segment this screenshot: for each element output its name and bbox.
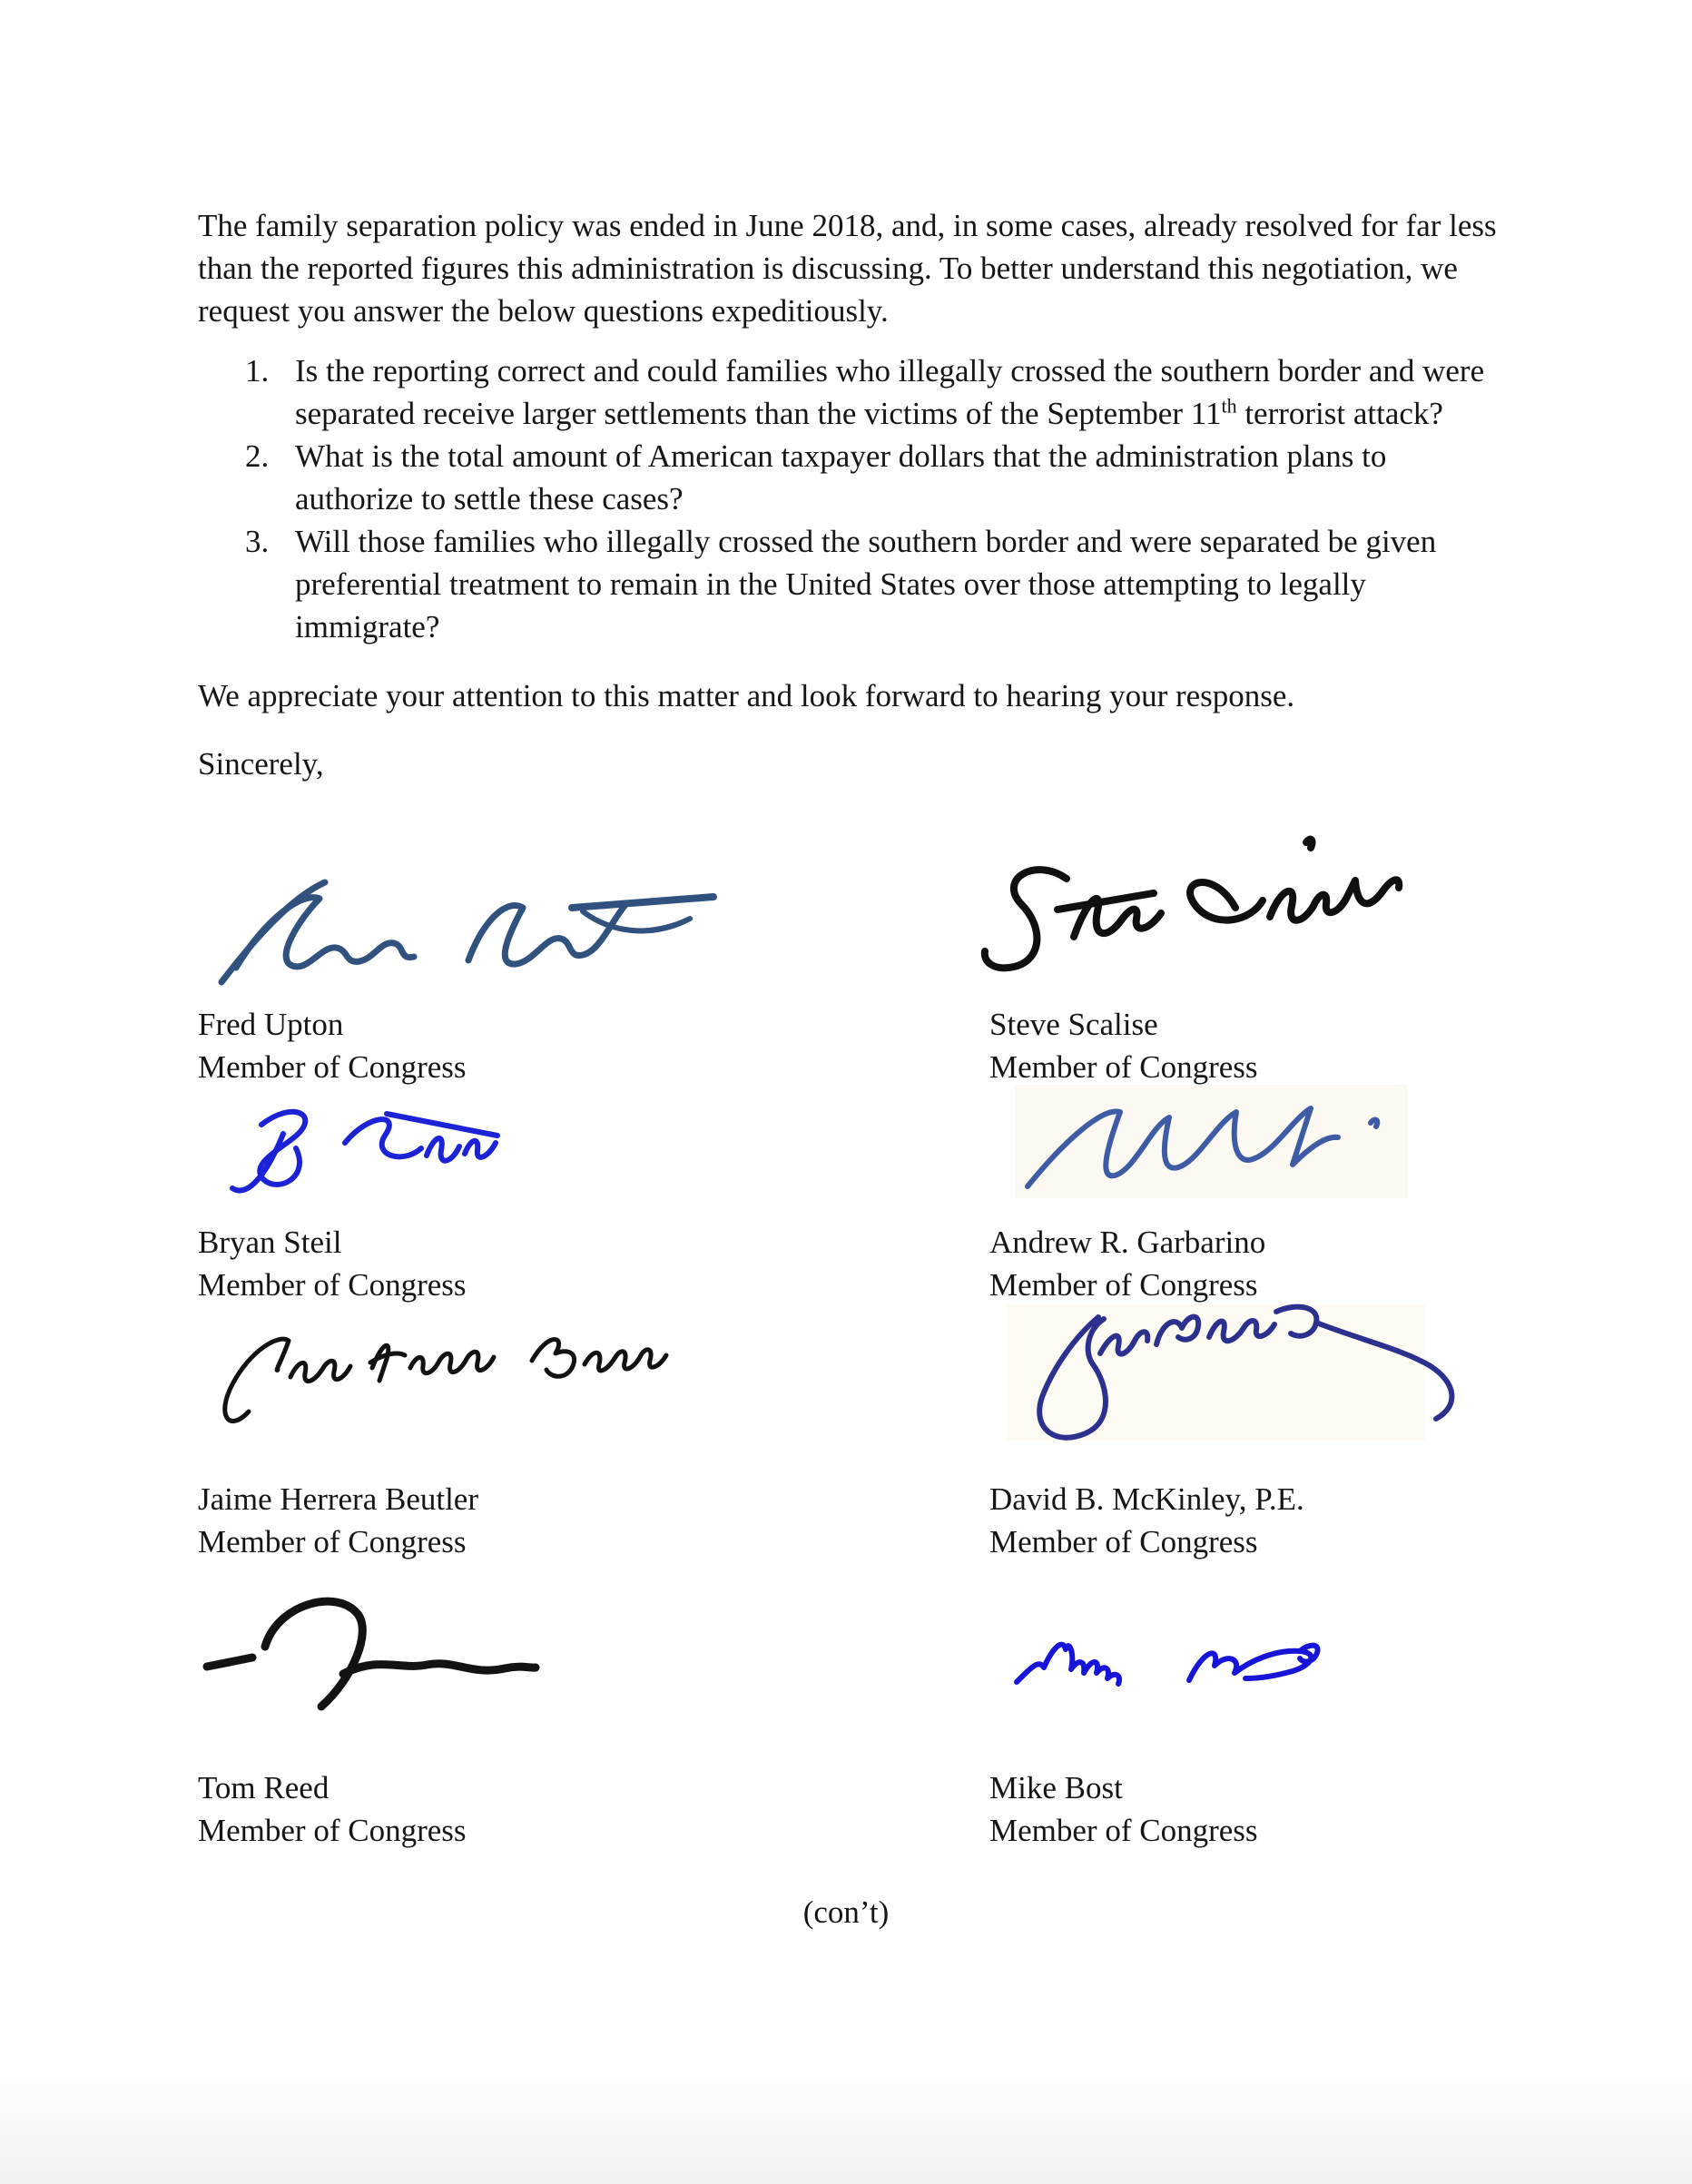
question-item <box>198 349 1502 435</box>
question-number: 2. <box>245 438 270 474</box>
signatory-title: Member of Congress <box>989 1049 1258 1085</box>
signature-david-mckinley-image <box>1008 1297 1483 1443</box>
signature-row <box>198 1563 1502 1852</box>
signature-jaime-herrera-beutler-image <box>203 1328 686 1432</box>
letter-body <box>198 204 1502 785</box>
signature-block-steve-scalise <box>989 849 1502 1088</box>
question-text-main: What is the total amount of American taxpayer dollars that the administration plans to authorize to settle these cases? <box>295 438 1387 516</box>
intro-paragraph: The family separation policy was ended in June 2018, and, in some cases, already resolved for far less than the reported figures this administration is discussing. To better understand this negotiation, we request you answer the below questions expeditiously. <box>198 208 1497 329</box>
signature-block-mike-bost <box>989 1563 1502 1852</box>
signature-block-tom-reed <box>198 1563 989 1852</box>
question-number: 1. <box>245 353 270 389</box>
signature-row <box>198 1088 1502 1306</box>
closing-paragraph: We appreciate your attention to this matter and look forward to hearing your response. <box>198 678 1295 713</box>
salutation: Sincerely, <box>198 746 324 782</box>
signature-andrew-garbarino-image <box>1015 1085 1407 1198</box>
signatory-name: Tom Reed <box>198 1770 330 1805</box>
signature-mike-bost-image <box>1011 1628 1367 1705</box>
question-number: 3. <box>245 524 270 559</box>
question-text-main: Will those families who illegally crossed the southern border and were separated be given preferential treatment to remain in the United States over those attempting to legally immigrate? <box>295 524 1437 644</box>
signatory-title: Member of Congress <box>198 1049 467 1085</box>
continuation-note: (con’t) <box>802 1894 890 1930</box>
question-text-main: Is the reporting correct and could families who illegally crossed the southern border and were separated receive larger settlements than the victims of the September 11 <box>295 353 1485 431</box>
signatory-title: Member of Congress <box>198 1524 467 1559</box>
signature-block-fred-upton <box>198 849 989 1088</box>
signatory-name: Mike Bost <box>989 1770 1123 1805</box>
question-list <box>198 349 1502 648</box>
signatory-name: Fred Upton <box>198 1007 344 1042</box>
signature-block-jaime-herrera-beutler <box>198 1306 989 1563</box>
signature-grid <box>198 849 1502 1852</box>
signatory-title: Member of Congress <box>989 1267 1258 1303</box>
signature-block-david-mckinley <box>989 1306 1502 1563</box>
signatory-title: Member of Congress <box>198 1813 467 1848</box>
question-text <box>295 349 1502 435</box>
superscript-th: th <box>1221 394 1237 418</box>
signatory-name: Steve Scalise <box>989 1007 1158 1042</box>
question-text <box>295 435 1502 520</box>
signature-tom-reed-image <box>200 1589 541 1711</box>
signatory-title: Member of Congress <box>198 1267 467 1303</box>
signatory-name: David B. McKinley, P.E. <box>989 1481 1304 1517</box>
signatory-name: Jaime Herrera Beutler <box>198 1481 479 1517</box>
signature-bryan-steil-image <box>207 1090 505 1204</box>
signature-row <box>198 849 1502 1088</box>
signatory-name: Andrew R. Garbarino <box>989 1225 1266 1260</box>
question-item <box>198 520 1502 648</box>
signature-fred-upton-image <box>209 871 726 989</box>
signatory-title: Member of Congress <box>989 1524 1258 1559</box>
question-text <box>295 520 1502 648</box>
question-item <box>198 435 1502 520</box>
signatory-title: Member of Congress <box>989 1813 1258 1848</box>
signature-block-bryan-steil <box>198 1088 989 1306</box>
signature-steve-scalise-image <box>958 835 1416 994</box>
question-text-after: terrorist attack? <box>1236 396 1443 431</box>
signatory-name: Bryan Steil <box>198 1225 342 1260</box>
signature-row <box>198 1306 1502 1563</box>
signature-block-andrew-garbarino <box>989 1088 1502 1306</box>
